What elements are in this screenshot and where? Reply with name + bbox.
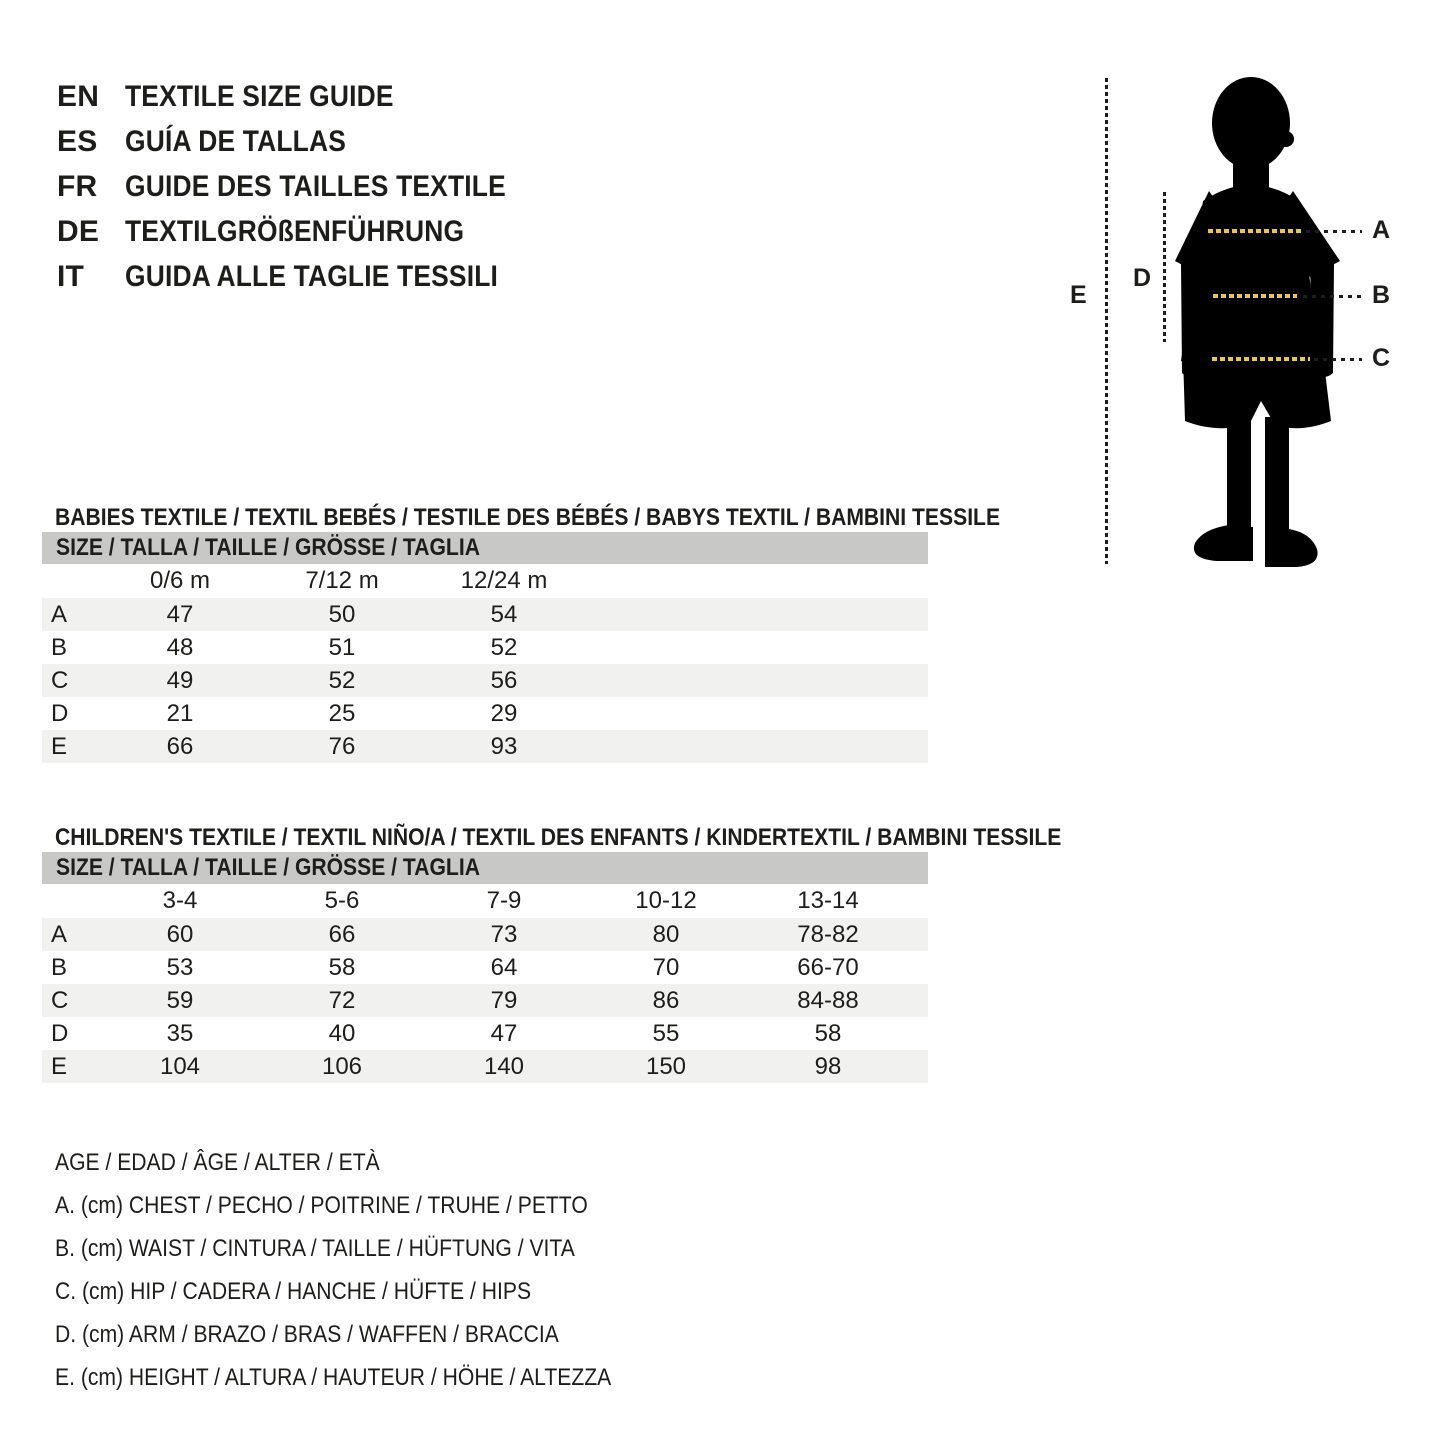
waist-b-dotted-line: [1213, 294, 1297, 298]
silhouette-ear: [1278, 131, 1294, 147]
cell-value: 55: [652, 1019, 680, 1047]
legend-chest: A. (cm) CHEST / PECHO / POITRINE / TRUHE / PETTO: [55, 1191, 588, 1219]
row-label: D: [51, 699, 69, 727]
column-header: 0/6 m: [149, 567, 211, 594]
column-header: 10-12: [635, 887, 697, 914]
language-code: IT: [57, 259, 85, 293]
row-label: A: [51, 600, 68, 628]
marker-label-a: A: [1372, 216, 1391, 244]
cell-value: 84-88: [797, 986, 859, 1014]
row-label: C: [51, 666, 69, 694]
height-e-line: [1105, 78, 1108, 564]
cell-value: 98: [814, 1052, 842, 1080]
language-code: ES: [57, 124, 98, 158]
silhouette-right-shoe: [1265, 529, 1318, 567]
size-header-label: SIZE / TALLA / TAILLE / GRÖSSE / TAGLIA: [56, 854, 480, 881]
marker-label-c: C: [1372, 344, 1391, 372]
chest-a-dotted-line: [1208, 229, 1302, 233]
guide-title-de: TEXTILGRÖßENFÜHRUNG: [125, 214, 465, 248]
cell-value: 66-70: [797, 953, 859, 981]
hip-c-dotted-line: [1212, 357, 1310, 361]
cell-value: 93: [490, 732, 518, 760]
cell-value: 49: [166, 666, 194, 694]
cell-value: 29: [490, 699, 518, 727]
silhouette-left-shoe: [1194, 525, 1253, 561]
size-header-label: SIZE / TALLA / TAILLE / GRÖSSE / TAGLIA: [56, 534, 480, 561]
column-header: 13-14: [797, 887, 859, 914]
language-row-en: [57, 74, 558, 119]
cell-value: 106: [321, 1052, 363, 1080]
language-row-es: [57, 119, 558, 164]
cell-value: 64: [490, 953, 518, 981]
silhouette-right-leg: [1265, 417, 1289, 537]
language-code: FR: [57, 169, 98, 203]
cell-value: 73: [490, 920, 518, 948]
guide-title-fr: GUIDE DES TAILLES TEXTILE: [125, 169, 506, 203]
table-row-e: [42, 1050, 928, 1083]
child-silhouette: [1173, 77, 1343, 572]
marker-label-d: D: [1133, 264, 1152, 292]
legend-waist: B. (cm) WAIST / CINTURA / TAILLE / HÜFTUNG / VITA: [55, 1234, 575, 1262]
language-title-list: [57, 74, 558, 299]
cell-value: 47: [166, 600, 194, 628]
cell-value: 104: [159, 1052, 201, 1080]
language-row-fr: [57, 164, 558, 209]
row-label: E: [51, 732, 68, 760]
children-section-title: CHILDREN'S TEXTILE / TEXTIL NIÑO/A / TEXTIL DES ENFANTS / KINDERTEXTIL / BAMBINI TESSILE: [55, 823, 1062, 851]
cell-value: 76: [328, 732, 356, 760]
hip-c-connector: [1314, 358, 1362, 361]
row-label: B: [51, 953, 68, 981]
cell-value: 21: [166, 699, 194, 727]
marker-label-e: E: [1070, 281, 1087, 309]
table-row-d: [42, 697, 928, 730]
row-label: D: [51, 1019, 69, 1047]
cell-value: 60: [166, 920, 194, 948]
table-header-bar: [42, 532, 928, 564]
table-row-b: [42, 631, 928, 664]
table-row-d: [42, 1017, 928, 1050]
arm-d-line: [1163, 192, 1166, 342]
legend-arm: D. (cm) ARM / BRAZO / BRAS / WAFFEN / BRACCIA: [55, 1320, 559, 1348]
cell-value: 58: [328, 953, 356, 981]
cell-value: 48: [166, 633, 194, 661]
babies-section-title: BABIES TEXTILE / TEXTIL BEBÉS / TESTILE DES BÉBÉS / BABYS TEXTIL / BAMBINI TESSILE: [55, 503, 1001, 531]
cell-value: 140: [483, 1052, 525, 1080]
legend-age: AGE / EDAD / ÂGE / ALTER / ETÀ: [55, 1148, 380, 1176]
row-label: B: [51, 633, 68, 661]
cell-value: 52: [490, 633, 518, 661]
chest-a-connector: [1306, 230, 1362, 233]
table-row-c: [42, 664, 928, 697]
row-label: C: [51, 986, 69, 1014]
table-row-a: [42, 918, 928, 951]
column-header: 3-4: [162, 887, 198, 914]
silhouette-left-leg: [1227, 417, 1251, 537]
cell-value: 58: [814, 1019, 842, 1047]
cell-value: 80: [652, 920, 680, 948]
silhouette-shorts: [1183, 355, 1331, 428]
babies-column-headers: [42, 564, 928, 598]
legend-height: E. (cm) HEIGHT / ALTURA / HAUTEUR / HÖHE / ALTEZZA: [55, 1363, 612, 1391]
babies-size-table: [42, 532, 928, 763]
waist-b-connector: [1303, 295, 1362, 298]
cell-value: 72: [328, 986, 356, 1014]
legend-hip: C. (cm) HIP / CADERA / HANCHE / HÜFTE / HIPS: [55, 1277, 532, 1305]
column-header: 7/12 m: [305, 567, 379, 594]
cell-value: 79: [490, 986, 518, 1014]
row-label: E: [51, 1052, 68, 1080]
measurement-legend: [55, 1141, 687, 1399]
language-row-it: [57, 254, 558, 299]
silhouette-neck: [1233, 155, 1269, 189]
cell-value: 150: [645, 1052, 687, 1080]
cell-value: 66: [328, 920, 356, 948]
cell-value: 47: [490, 1019, 518, 1047]
cell-value: 86: [652, 986, 680, 1014]
cell-value: 59: [166, 986, 194, 1014]
language-code: DE: [57, 214, 100, 248]
table-row-c: [42, 984, 928, 1017]
cell-value: 35: [166, 1019, 194, 1047]
table-row-a: [42, 598, 928, 631]
table-row-b: [42, 951, 928, 984]
cell-value: 25: [328, 699, 356, 727]
cell-value: 66: [166, 732, 194, 760]
cell-value: 54: [490, 600, 518, 628]
marker-label-b: B: [1372, 281, 1391, 309]
cell-value: 78-82: [797, 920, 859, 948]
cell-value: 40: [328, 1019, 356, 1047]
table-header-bar: [42, 852, 928, 884]
children-size-table: [42, 852, 928, 1083]
language-code: EN: [57, 79, 100, 113]
column-header: 5-6: [324, 887, 360, 914]
guide-title-en: TEXTILE SIZE GUIDE: [125, 79, 394, 113]
guide-title-es: GUÍA DE TALLAS: [125, 124, 346, 158]
cell-value: 53: [166, 953, 194, 981]
cell-value: 56: [490, 666, 518, 694]
table-row-e: [42, 730, 928, 763]
cell-value: 52: [328, 666, 356, 694]
cell-value: 51: [328, 633, 356, 661]
cell-value: 50: [328, 600, 356, 628]
guide-title-it: GUIDA ALLE TAGLIE TESSILI: [125, 259, 499, 293]
column-header: 12/24 m: [460, 567, 548, 594]
column-header: 7-9: [486, 887, 522, 914]
cell-value: 70: [652, 953, 680, 981]
children-column-headers: [42, 884, 928, 918]
language-row-de: [57, 209, 558, 254]
row-label: A: [51, 920, 68, 948]
